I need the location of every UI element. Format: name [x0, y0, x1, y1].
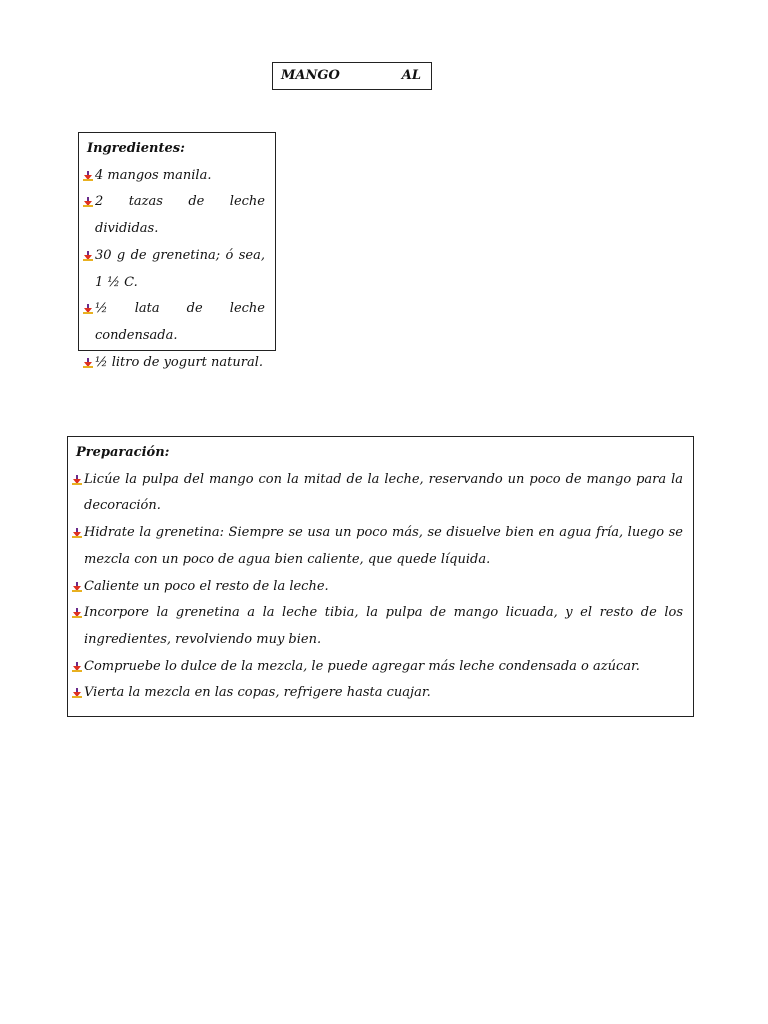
preparation-step [72, 520, 683, 573]
ingredients-heading: Ingredientes: [87, 141, 185, 156]
arrow-bullet-icon [72, 662, 82, 672]
arrow-bullet-icon [83, 197, 93, 207]
ingredients-list [83, 163, 265, 377]
preparation-step [72, 680, 683, 707]
ingredient-text: 2 tazas de leche divididas. [95, 194, 265, 237]
title-word-al: AL [401, 68, 421, 83]
ingredient-item [83, 350, 265, 377]
arrow-bullet-icon [72, 582, 82, 592]
preparation-box [67, 436, 694, 717]
arrow-bullet-icon [83, 251, 93, 261]
step-text: Hidrate la grenetina: Siempre se usa un poco más, se disuelve bien en agua fría, luego se mezcla con un poco de agua bien caliente, que quede líquida. [84, 525, 683, 567]
ingredient-item [83, 189, 265, 242]
ingredient-item [83, 243, 265, 296]
ingredient-text: 30 g de grenetina; ó sea, 1 ½ C. [95, 247, 265, 290]
step-text: Caliente un poco el resto de la leche. [84, 578, 329, 594]
preparation-list [72, 467, 683, 707]
ingredient-item [83, 296, 265, 349]
step-text: Incorpore la grenetina a la leche tibia, la pulpa de mango licuada, y el resto de los ingredientes, revolviendo muy bien. [84, 605, 683, 647]
arrow-bullet-icon [83, 358, 93, 368]
step-text: Vierta la mezcla en las copas, refrigere hasta cuajar. [84, 685, 431, 701]
step-text: Licúe la pulpa del mango con la mitad de la leche, reservando un poco de mango para la decoración. [84, 471, 683, 514]
ingredient-text: ½ litro de yogurt natural. [95, 354, 264, 370]
arrow-bullet-icon [72, 475, 82, 485]
step-text: Compruebe lo dulce de la mezcla, le puede agregar más leche condensada o azúcar. [84, 658, 640, 674]
arrow-bullet-icon [72, 528, 82, 538]
arrow-bullet-icon [72, 688, 82, 698]
ingredient-text: 4 mangos manila. [95, 167, 212, 183]
ingredient-text: ½ lata de leche condensada. [95, 301, 265, 343]
preparation-step [72, 600, 683, 653]
title-word-mango: MANGO [281, 68, 340, 83]
arrow-bullet-icon [72, 608, 82, 618]
ingredients-box [78, 132, 276, 370]
preparation-step [72, 654, 683, 681]
arrow-bullet-icon [83, 304, 93, 314]
ingredient-item [83, 163, 265, 190]
preparation-step [72, 467, 683, 520]
preparation-step [72, 574, 683, 601]
arrow-bullet-icon [83, 171, 93, 181]
preparation-heading: Preparación: [76, 445, 170, 460]
recipe-title [272, 62, 432, 90]
